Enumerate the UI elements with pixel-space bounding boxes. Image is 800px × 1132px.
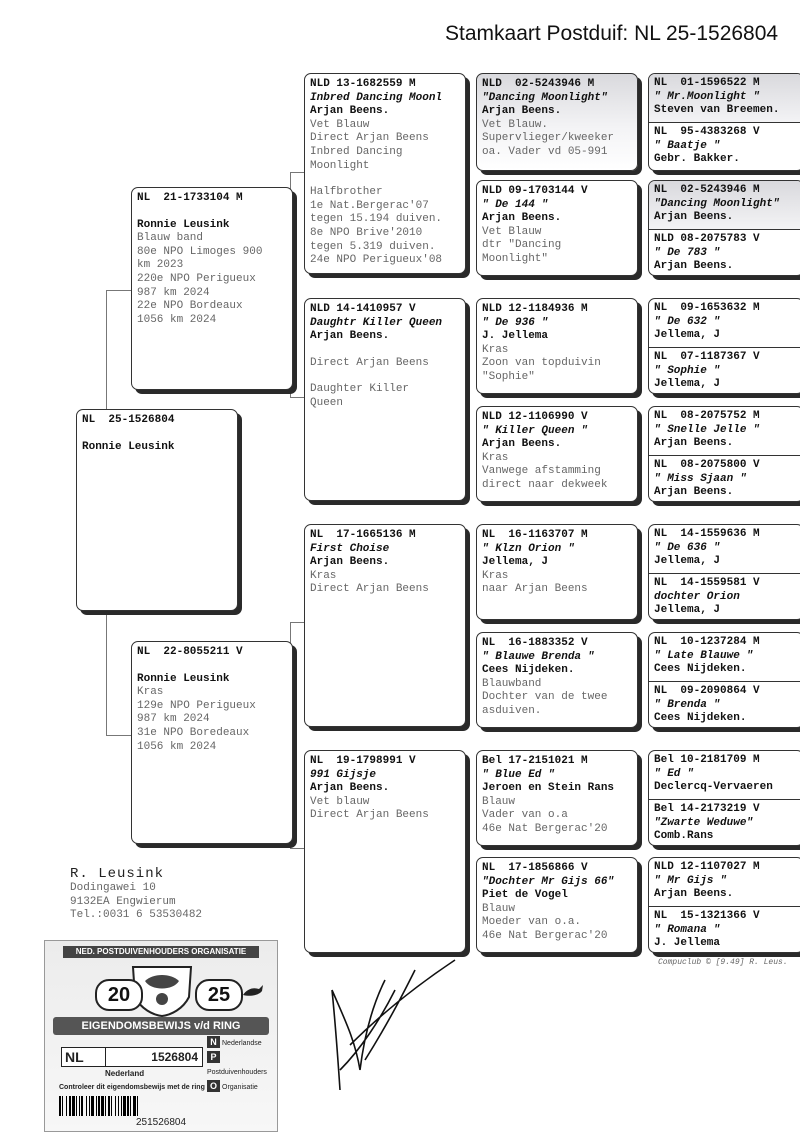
- gen5-name: " Mr Gijs ": [654, 874, 727, 887]
- father-card: [131, 187, 293, 390]
- gen5-entry: [649, 751, 800, 799]
- gen5-name: " Baatje ": [654, 139, 721, 152]
- great-grandparent-card: [476, 750, 638, 846]
- mother-info: 31e NPO Boredeaux: [137, 726, 250, 739]
- ggp-info: Blauwband: [482, 677, 542, 690]
- father-info: Blauw band: [137, 232, 204, 245]
- ggp-ring: Bel 17-2151021 M: [482, 755, 588, 767]
- gen5-owner: Cees Nijdeken.: [654, 712, 747, 725]
- breeder-city: 9132EA Engwierum: [70, 895, 176, 908]
- gp-owner: Arjan Beens.: [310, 782, 390, 795]
- gen5-entry: [649, 906, 800, 953]
- connector: [290, 397, 304, 398]
- ggp-ring: NL 16-1883352 V: [482, 637, 588, 649]
- ggp-owner: Arjan Beens.: [482, 212, 562, 225]
- mother-info: 129e NPO Perigueux: [137, 699, 256, 712]
- ggp-owner: Jellema, J: [482, 556, 549, 569]
- mother-owner: Ronnie Leusink: [137, 672, 230, 685]
- gen5-card: [648, 632, 800, 728]
- gen5-ring: NL 09-2090864 V: [654, 685, 760, 697]
- gen5-ring: NL 08-2075800 V: [654, 459, 760, 471]
- gp-info: Direct Arjan Beens: [310, 132, 429, 145]
- gen5-owner: Jellema, J: [654, 378, 721, 391]
- gen5-ring: NL 09-1653632 M: [654, 302, 760, 314]
- gp-name: 991 Gijsje: [310, 768, 377, 781]
- gen5-owner: Jellema, J: [654, 329, 721, 342]
- connector: [106, 290, 132, 291]
- great-grandparent-card: [476, 406, 638, 502]
- gen5-entry: [649, 858, 800, 906]
- ggp-info: Vanwege afstamming: [482, 465, 601, 478]
- gp-info: 24e NPO Perigueux'08: [310, 254, 443, 267]
- great-grandparent-card: [476, 524, 638, 620]
- gen5-ring: NLD 12-1107027 M: [654, 861, 760, 873]
- ggp-ring: NLD 09-1703144 V: [482, 185, 588, 197]
- father-info: 22e NPO Bordeaux: [137, 300, 243, 313]
- gen5-ring: NL 07-1187367 V: [654, 351, 760, 363]
- gen5-name: " Late Blauwe ": [654, 649, 754, 662]
- grandparent-card-mf: [304, 524, 466, 727]
- ggp-info: Moeder van o.a.: [482, 916, 582, 929]
- great-grandparent-card: [476, 857, 638, 953]
- father-info: 220e NPO Perigueux: [137, 272, 256, 285]
- grandparent-card-ff: [304, 73, 466, 274]
- gp-name: Inbred Dancing Moonl: [310, 91, 443, 104]
- gen5-owner: Comb.Rans: [654, 830, 714, 843]
- certificate-nederland: Nederland: [105, 1069, 145, 1078]
- gen5-entry: [649, 799, 800, 846]
- gen5-owner: Arjan Beens.: [654, 888, 734, 901]
- gen5-owner: J. Jellema: [654, 937, 721, 950]
- breeder-address: [70, 866, 202, 923]
- ggp-info: 46e Nat Bergerac'20: [482, 929, 608, 942]
- father-info: 1056 km 2024: [137, 313, 217, 326]
- connector: [290, 172, 304, 173]
- gen5-ring: Bel 10-2181709 M: [654, 754, 760, 766]
- mother-info: 987 km 2024: [137, 713, 210, 726]
- gp-ring: NL 19-1798991 V: [310, 755, 416, 767]
- ggp-info: "Sophie": [482, 370, 535, 383]
- ggp-owner: Arjan Beens.: [482, 105, 562, 118]
- gp-owner: Arjan Beens.: [310, 105, 390, 118]
- gp-info: Moonlight: [310, 159, 370, 172]
- gen5-ring: NL 95-4383268 V: [654, 126, 760, 138]
- grandparent-card-mm: [304, 750, 466, 953]
- gen5-owner: Arjan Beens.: [654, 437, 734, 450]
- gen5-entry: [649, 347, 800, 394]
- gen5-name: " Romana ": [654, 923, 721, 936]
- ggp-info: naar Arjan Beens: [482, 583, 588, 596]
- subject-ring: NL 25-1526804: [82, 414, 175, 426]
- ggp-info: Kras: [482, 451, 509, 464]
- subject-card: [76, 409, 238, 611]
- gp-info: Direct Arjan Beens: [310, 583, 429, 596]
- ggp-info: Kras: [482, 569, 509, 582]
- father-ring: NL 21-1733104 M: [137, 192, 243, 204]
- ggp-info: direct naar dekweek: [482, 478, 608, 491]
- certificate-number: 1526804: [105, 1047, 203, 1067]
- ggp-info: Moonlight": [482, 252, 549, 265]
- gen5-entry: [649, 299, 800, 347]
- ggp-info: Zoon van topduivin: [482, 357, 601, 370]
- ggp-info: Supervlieger/kweeker: [482, 132, 615, 145]
- ggp-info: Vader van o.a: [482, 809, 568, 822]
- gen5-card: [648, 73, 800, 171]
- gen5-name: "Dancing Moonlight": [654, 197, 780, 210]
- gen5-card: [648, 750, 800, 846]
- breeder-phone: Tel.:0031 6 53530482: [70, 909, 203, 921]
- certificate-org: NED. POSTDUIVENHOUDERS ORGANISATIE: [63, 946, 259, 958]
- gp-info: Direct Arjan Beens: [310, 356, 429, 369]
- gen5-name: " De 632 ": [654, 315, 721, 328]
- gen5-card: [648, 524, 800, 620]
- ggp-owner: J. Jellema: [482, 330, 549, 343]
- gen5-ring: NLD 08-2075783 V: [654, 233, 760, 245]
- ggp-name: " Blauwe Brenda ": [482, 650, 595, 663]
- gen5-owner: Steven van Breemen.: [654, 104, 780, 117]
- certificate-control-text: Controleer dit eigendomsbewijs met de ring: [59, 1084, 205, 1091]
- gen5-card: [648, 406, 800, 502]
- gp-info: Vet blauw: [310, 795, 370, 808]
- gen5-owner: Arjan Beens.: [654, 211, 734, 224]
- gen5-entry: [649, 74, 800, 122]
- gen5-name: " Miss Sjaan ": [654, 472, 747, 485]
- software-credit: Compuclub © [9.49] R. Leus.: [658, 958, 788, 967]
- father-info: 987 km 2024: [137, 286, 210, 299]
- gp-ring: NLD 14-1410957 V: [310, 303, 416, 315]
- certificate-org-lines: N Nederlandse PPostduivenhouders O Organisatie: [207, 1037, 267, 1091]
- barcode-number: 251526804: [135, 1117, 187, 1128]
- great-grandparent-card: [476, 298, 638, 394]
- gen5-name: "Zwarte Weduwe": [654, 816, 754, 829]
- gp-name: Daughtr Killer Queen: [310, 316, 443, 329]
- org-line: Organisatie: [222, 1084, 258, 1091]
- signature: [320, 950, 460, 1100]
- gp-info: tegen 5.319 duiven.: [310, 240, 436, 253]
- ggp-name: " De 936 ": [482, 316, 549, 329]
- ggp-name: " Killer Queen ": [482, 424, 588, 437]
- certificate-year-left: 20: [95, 979, 143, 1011]
- gen5-owner: Cees Nijdeken.: [654, 663, 747, 676]
- gen5-name: dochter Orion: [654, 590, 740, 603]
- gen5-owner: Jellema, J: [654, 555, 721, 568]
- ggp-info: Blauw: [482, 902, 516, 915]
- ggp-info: Dochter van de twee: [482, 691, 608, 704]
- gen5-card: [648, 298, 800, 394]
- gen5-owner: Gebr. Bakker.: [654, 153, 740, 166]
- gen5-owner: Arjan Beens.: [654, 260, 734, 273]
- ggp-info: dtr "Dancing: [482, 239, 562, 252]
- subject-owner: Ronnie Leusink: [82, 440, 175, 453]
- ggp-info: Blauw: [482, 795, 516, 808]
- gen5-ring: NL 01-1596522 M: [654, 77, 760, 89]
- certificate-band-title: EIGENDOMSBEWIJS v/d RING: [53, 1017, 269, 1035]
- mother-card: [131, 641, 293, 844]
- ggp-ring: NLD 02-5243946 M: [482, 78, 595, 90]
- gp-ring: NL 17-1665136 M: [310, 529, 416, 541]
- gp-info: Direct Arjan Beens: [310, 809, 429, 822]
- great-grandparent-card: [476, 632, 638, 728]
- gp-info: Daughter Killer: [310, 383, 410, 396]
- gen5-name: " Sophie ": [654, 364, 721, 377]
- barcode: [59, 1096, 263, 1116]
- pigeon-icon: [241, 981, 265, 1001]
- ggp-info: oa. Vader vd 05-991: [482, 145, 608, 158]
- gen5-name: " Ed ": [654, 767, 694, 780]
- gp-info: Queen: [310, 396, 344, 409]
- gp-ring: NLD 13-1682559 M: [310, 78, 416, 90]
- breeder-street: Dodingawei 10: [70, 882, 156, 894]
- gp-info: Halfbrother: [310, 186, 383, 199]
- page-title: Stamkaart Postduif: NL 25-1526804: [445, 22, 779, 45]
- gen5-name: " Mr.Moonlight ": [654, 90, 760, 103]
- connector: [290, 848, 304, 849]
- connector: [106, 735, 132, 736]
- ggp-info: Vet Blauw.: [482, 118, 549, 131]
- certificate-year-right: 25: [195, 979, 243, 1011]
- father-owner: Ronnie Leusink: [137, 218, 230, 231]
- gen5-entry: [649, 122, 800, 171]
- barcode-bar: [138, 1096, 140, 1116]
- ggp-name: "Dancing Moonlight": [482, 91, 608, 104]
- great-grandparent-card: [476, 180, 638, 276]
- connector: [290, 622, 304, 623]
- ggp-owner: Piet de Vogel: [482, 889, 568, 902]
- gp-info: 1e Nat.Bergerac'07: [310, 199, 429, 212]
- ggp-name: "Dochter Mr Gijs 66": [482, 875, 615, 888]
- ggp-name: " Klzn Orion ": [482, 542, 575, 555]
- gen5-name: " Brenda ": [654, 698, 721, 711]
- grandparent-card-fm: [304, 298, 466, 501]
- gen5-ring: NL 02-5243946 M: [654, 184, 760, 196]
- ggp-ring: NLD 12-1184936 M: [482, 303, 588, 315]
- gp-info: Vet Blauw: [310, 118, 370, 131]
- gp-owner: Arjan Beens.: [310, 556, 390, 569]
- ggp-owner: Arjan Beens.: [482, 438, 562, 451]
- ggp-owner: Jeroen en Stein Rans: [482, 782, 615, 795]
- ggp-ring: NL 16-1163707 M: [482, 529, 588, 541]
- ggp-ring: NLD 12-1106990 V: [482, 411, 588, 423]
- certificate-country: NL: [61, 1047, 106, 1067]
- mother-info: 1056 km 2024: [137, 740, 217, 753]
- gen5-entry: [649, 525, 800, 573]
- great-grandparent-card: [476, 73, 638, 171]
- gen5-entry: [649, 573, 800, 620]
- gen5-entry: [649, 455, 800, 502]
- org-line: Postduivenhouders: [207, 1069, 267, 1076]
- mother-info: Kras: [137, 686, 164, 699]
- ggp-ring: NL 17-1856866 V: [482, 862, 588, 874]
- gen5-ring: NL 14-1559636 M: [654, 528, 760, 540]
- gen5-entry: [649, 407, 800, 455]
- gen5-name: " Snelle Jelle ": [654, 423, 760, 436]
- gen5-owner: Jellema, J: [654, 604, 721, 617]
- gp-info: 8e NPO Brive'2010: [310, 226, 423, 239]
- org-line: Nederlandse: [222, 1040, 262, 1047]
- ownership-certificate: [44, 940, 278, 1132]
- gp-info: Kras: [310, 569, 337, 582]
- gen5-entry: [649, 681, 800, 728]
- gen5-ring: NL 15-1321366 V: [654, 910, 760, 922]
- gen5-ring: NL 10-1237284 M: [654, 636, 760, 648]
- gp-name: First Choise: [310, 542, 390, 555]
- father-info: km 2023: [137, 259, 184, 272]
- gp-info: tegen 15.194 duiven.: [310, 213, 443, 226]
- gen5-ring: NL 14-1559581 V: [654, 577, 760, 589]
- gen5-entry: [649, 229, 800, 276]
- ggp-name: " Blue Ed ": [482, 768, 555, 781]
- breeder-name: R. Leusink: [70, 866, 165, 882]
- mother-ring: NL 22-8055211 V: [137, 646, 243, 658]
- gen5-card: [648, 180, 800, 276]
- ggp-name: " De 144 ": [482, 198, 549, 211]
- gen5-entry: [649, 181, 800, 229]
- ggp-info: asduiven.: [482, 704, 542, 717]
- gen5-owner: Declercq-Vervaeren: [654, 781, 773, 794]
- gp-info: Inbred Dancing: [310, 145, 403, 158]
- gen5-ring: Bel 14-2173219 V: [654, 803, 760, 815]
- gp-owner: Arjan Beens.: [310, 330, 390, 343]
- gen5-owner: Arjan Beens.: [654, 486, 734, 499]
- gen5-card: [648, 857, 800, 953]
- ggp-info: Kras: [482, 343, 509, 356]
- ggp-owner: Cees Nijdeken.: [482, 664, 575, 677]
- father-info: 80e NPO Limoges 900: [137, 245, 263, 258]
- gen5-name: " De 783 ": [654, 246, 721, 259]
- gen5-entry: [649, 633, 800, 681]
- ggp-info: Vet Blauw: [482, 225, 542, 238]
- gen5-ring: NL 08-2075752 M: [654, 410, 760, 422]
- ggp-info: 46e Nat Bergerac'20: [482, 822, 608, 835]
- gen5-name: " De 636 ": [654, 541, 721, 554]
